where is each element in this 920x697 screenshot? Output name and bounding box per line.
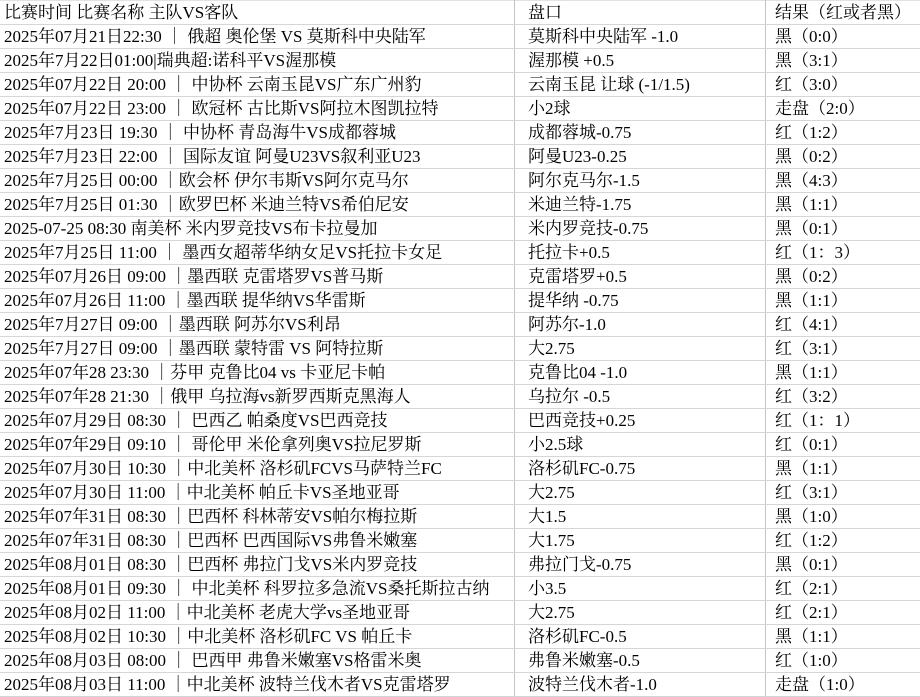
match-cell[interactable]: 2025年7月25日 01:30 ｜欧罗巴杯 米迪兰特VS希伯尼安 — [0, 193, 515, 217]
handicap-cell[interactable]: 洛杉矶FC-0.75 — [515, 457, 766, 481]
table-row — [0, 25, 920, 49]
result-cell[interactable]: 红（1：3） — [766, 241, 920, 265]
handicap-cell[interactable]: 米内罗竞技-0.75 — [515, 217, 766, 241]
result-cell[interactable]: 走盘（2:0） — [766, 97, 920, 121]
table-row — [0, 241, 920, 265]
match-cell[interactable]: 2025年07年28 23:30 ｜芬甲 克鲁比04 vs 卡亚尼卡帕 — [0, 361, 515, 385]
handicap-cell[interactable]: 提华纳 -0.75 — [515, 289, 766, 313]
result-cell[interactable]: 红（4:1） — [766, 313, 920, 337]
table-row — [0, 193, 920, 217]
match-cell[interactable]: 2025年07月22日 23:00 ｜ 欧冠杯 古比斯VS阿拉木图凯拉特 — [0, 97, 515, 121]
match-cell[interactable]: 2025年07月26日 11:00 ｜墨西联 提华纳VS华雷斯 — [0, 289, 515, 313]
result-cell[interactable]: 红（2:1） — [766, 577, 920, 601]
table-row — [0, 49, 920, 73]
table-row — [0, 217, 920, 241]
match-cell[interactable]: 2025年07年31日 08:30 ｜巴西杯 科林蒂安VS帕尔梅拉斯 — [0, 505, 515, 529]
table-row — [0, 265, 920, 289]
match-cell[interactable]: 2025年07月29日 08:30 ｜ 巴西乙 帕桑度VS巴西竞技 — [0, 409, 515, 433]
result-cell[interactable]: 红（1:0） — [766, 649, 920, 673]
handicap-cell[interactable]: 渥那模 +0.5 — [515, 49, 766, 73]
handicap-cell[interactable]: 克雷塔罗+0.5 — [515, 265, 766, 289]
result-cell[interactable]: 黑（1:1） — [766, 457, 920, 481]
table-row — [0, 649, 920, 673]
match-cell[interactable]: 2025年7月23日 22:00 ｜ 国际友谊 阿曼U23VS叙利亚U23 — [0, 145, 515, 169]
table-row — [0, 457, 920, 481]
handicap-cell[interactable]: 洛杉矶FC-0.5 — [515, 625, 766, 649]
handicap-cell[interactable]: 小3.5 — [515, 577, 766, 601]
header-result[interactable]: 结果（红或者黑） — [766, 1, 920, 25]
handicap-cell[interactable]: 弗拉门戈-0.75 — [515, 553, 766, 577]
handicap-cell[interactable]: 弗鲁米嫩塞-0.5 — [515, 649, 766, 673]
table-row — [0, 553, 920, 577]
match-cell[interactable]: 2025年7月23日 19:30 ｜ 中协杯 青岛海牛VS成都蓉城 — [0, 121, 515, 145]
result-cell[interactable]: 红（3:1） — [766, 337, 920, 361]
match-cell[interactable]: 2025年08月01日 08:30 ｜巴西杯 弗拉门戈VS米内罗竞技 — [0, 553, 515, 577]
table-row — [0, 601, 920, 625]
table-row — [0, 145, 920, 169]
table-row — [0, 337, 920, 361]
table-row — [0, 433, 920, 457]
match-cell[interactable]: 2025年08月03日 08:00 ｜ 巴西甲 弗鲁米嫩塞VS格雷米奥 — [0, 649, 515, 673]
handicap-cell[interactable]: 小2.5球 — [515, 433, 766, 457]
header-handicap[interactable]: 盘口 — [515, 1, 766, 25]
handicap-cell[interactable]: 阿尔克马尔-1.5 — [515, 169, 766, 193]
match-cell[interactable]: 2025年7月25日 00:00 ｜欧会杯 伊尔韦斯VS阿尔克马尔 — [0, 169, 515, 193]
handicap-cell[interactable]: 乌拉尔 -0.5 — [515, 385, 766, 409]
result-cell[interactable]: 红（3:2） — [766, 385, 920, 409]
handicap-cell[interactable]: 大2.75 — [515, 337, 766, 361]
match-cell[interactable]: 2025年08月03日 11:00 ｜中北美杯 波特兰伐木者VS克雷塔罗 — [0, 673, 515, 697]
result-cell[interactable]: 红（3:0） — [766, 73, 920, 97]
table-row — [0, 577, 920, 601]
result-cell[interactable]: 黑（0:0） — [766, 25, 920, 49]
match-cell[interactable]: 2025年7月27日 09:00 ｜墨西联 蒙特雷 VS 阿特拉斯 — [0, 337, 515, 361]
handicap-cell[interactable]: 米迪兰特-1.75 — [515, 193, 766, 217]
result-cell[interactable]: 黑（1:1） — [766, 625, 920, 649]
match-cell[interactable]: 2025年07年31日 08:30 ｜巴西杯 巴西国际VS弗鲁米嫩塞 — [0, 529, 515, 553]
match-cell[interactable]: 2025年08月02日 11:00 ｜中北美杯 老虎大学vs圣地亚哥 — [0, 601, 515, 625]
match-cell[interactable]: 2025年08月02日 10:30 ｜中北美杯 洛杉矶FC VS 帕丘卡 — [0, 625, 515, 649]
match-cell[interactable]: 2025-07-25 08:30 南美杯 米内罗竞技VS布卡拉曼加 — [0, 217, 515, 241]
handicap-cell[interactable]: 大2.75 — [515, 481, 766, 505]
handicap-cell[interactable]: 莫斯科中央陆军 -1.0 — [515, 25, 766, 49]
handicap-cell[interactable]: 巴西竞技+0.25 — [515, 409, 766, 433]
result-cell[interactable]: 黑（0:2） — [766, 265, 920, 289]
result-cell[interactable]: 黑（1:1） — [766, 289, 920, 313]
result-cell[interactable]: 黑（3:1） — [766, 49, 920, 73]
handicap-cell[interactable]: 克鲁比04 -1.0 — [515, 361, 766, 385]
table-row — [0, 529, 920, 553]
match-cell[interactable]: 2025年07月22日 20:00 ｜ 中协杯 云南玉昆VS广东广州豹 — [0, 73, 515, 97]
result-cell[interactable]: 红（0:1） — [766, 433, 920, 457]
table-row — [0, 73, 920, 97]
handicap-cell[interactable]: 阿苏尔-1.0 — [515, 313, 766, 337]
handicap-cell[interactable]: 成都蓉城-0.75 — [515, 121, 766, 145]
handicap-cell[interactable]: 大1.5 — [515, 505, 766, 529]
handicap-cell[interactable]: 小2球 — [515, 97, 766, 121]
table-row — [0, 289, 920, 313]
result-cell[interactable]: 黑（0:1） — [766, 217, 920, 241]
handicap-cell[interactable]: 阿曼U23-0.25 — [515, 145, 766, 169]
table-row — [0, 481, 920, 505]
table-row — [0, 385, 920, 409]
result-cell[interactable]: 红（1：1） — [766, 409, 920, 433]
header-match[interactable]: 比赛时间 比赛名称 主队VS客队 — [0, 1, 515, 25]
table-row — [0, 121, 920, 145]
table-row — [0, 97, 920, 121]
handicap-cell[interactable]: 波特兰伐木者-1.0 — [515, 673, 766, 697]
match-cell[interactable]: 2025年07月30日 11:00 ｜中北美杯 帕丘卡VS圣地亚哥 — [0, 481, 515, 505]
table-row — [0, 505, 920, 529]
table-row — [0, 169, 920, 193]
handicap-cell[interactable]: 云南玉昆 让球 (-1/1.5) — [515, 73, 766, 97]
handicap-cell[interactable]: 大1.75 — [515, 529, 766, 553]
result-cell[interactable]: 红（2:1） — [766, 601, 920, 625]
result-cell[interactable]: 黑（1:0） — [766, 505, 920, 529]
match-cell[interactable]: 2025年07月21日22:30 ｜ 俄超 奥伦堡 VS 莫斯科中央陆军 — [0, 25, 515, 49]
result-cell[interactable]: 黑（0:1） — [766, 553, 920, 577]
header-row — [0, 1, 920, 25]
handicap-cell[interactable]: 托拉卡+0.5 — [515, 241, 766, 265]
result-cell[interactable]: 走盘（1:0） — [766, 673, 920, 697]
table-row — [0, 313, 920, 337]
match-cell[interactable]: 2025年7月25日 11:00 ｜ 墨西女超蒂华纳女足VS托拉卡女足 — [0, 241, 515, 265]
match-cell[interactable]: 2025年07年29日 09:10 ｜ 哥伦甲 米伦拿列奥VS拉尼罗斯 — [0, 433, 515, 457]
match-cell[interactable]: 2025年7月22日01:00|瑞典超:诺科平VS渥那模 — [0, 49, 515, 73]
table-row — [0, 409, 920, 433]
result-cell[interactable]: 黑（1:1） — [766, 361, 920, 385]
match-cell[interactable]: 2025年7月27日 09:00 ｜墨西联 阿苏尔VS利昂 — [0, 313, 515, 337]
match-cell[interactable]: 2025年07月26日 09:00 ｜墨西联 克雷塔罗VS普马斯 — [0, 265, 515, 289]
result-cell[interactable]: 黑（4:3） — [766, 169, 920, 193]
match-cell[interactable]: 2025年07月30日 10:30 ｜中北美杯 洛杉矶FCVS马萨特兰FC — [0, 457, 515, 481]
table-row — [0, 625, 920, 649]
result-cell[interactable]: 红（3:1） — [766, 481, 920, 505]
result-cell[interactable]: 红（1:2） — [766, 121, 920, 145]
table-row — [0, 673, 920, 697]
match-cell[interactable]: 2025年08月01日 09:30 ｜ 中北美杯 科罗拉多急流VS桑托斯拉古纳 — [0, 577, 515, 601]
result-cell[interactable]: 黑（1:1） — [766, 193, 920, 217]
match-cell[interactable]: 2025年07年28 21:30 ｜俄甲 乌拉海vs新罗西斯克黑海人 — [0, 385, 515, 409]
handicap-cell[interactable]: 大2.75 — [515, 601, 766, 625]
result-cell[interactable]: 黑（0:2） — [766, 145, 920, 169]
result-cell[interactable]: 红（1:2） — [766, 529, 920, 553]
table-row — [0, 361, 920, 385]
